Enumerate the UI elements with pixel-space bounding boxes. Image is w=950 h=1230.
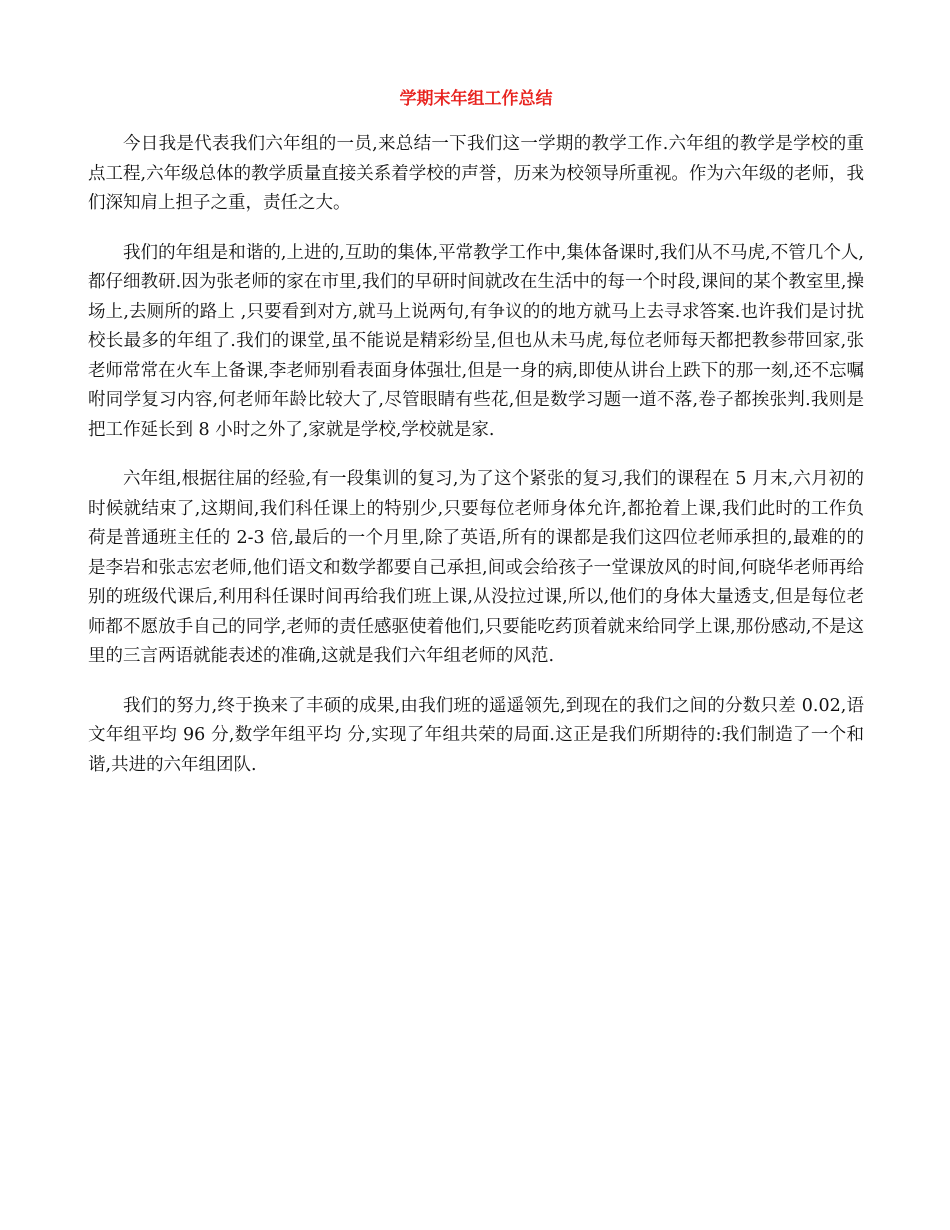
paragraph-intro: 今日我是代表我们六年组的一员,来总结一下我们这一学期的教学工作.六年组的教学是学校的重点工程,六年级总体的教学质量直接关系着学校的声誉，历来为校领导所重视。作为六年级的老师，我们深知肩上担子之重，责任之大。 (88, 134, 864, 213)
paragraph-results: 我们的努力,终于换来了丰硕的成果,由我们班的遥遥领先,到现在的我们之间的分数只差 0.02,语文年组平均 96 分,数学年组平均 分,实现了年组共荣的局面.这正是我们所期待的:我们制造了一个和谐,共进的六年组团队. (88, 695, 864, 775)
paragraph-team-spirit: 我们的年组是和谐的,上进的,互助的集体,平常教学工作中,集体备课时,我们从不马虎,不管几个人,都仔细教研.因为张老师的家在市里,我们的早研时间就改在生活中的每一个时段,课间的某个教室里,操场上,去厕所的路上 ,只要看到对方,就马上说两句,有争议的的地方就马上去寻求答案.也许我们是讨扰校长最多的年组了.我们的课堂,虽不能说是精彩纷呈,但也从未马虎,每位老师每天都把教参带回家,张老师常常在火车上备课,李老师别看表面身体强壮,但是一身的病,即使从讲台上跌下的那一刻,还不忘嘱咐同学复习内容,何老师年龄比较大了,尽管眼睛有些花,但是数学习题一道不落,卷子都挨张判.我则是把工作延长到 8 小时之外了,家就是学校,学校就是家. (88, 242, 864, 440)
document-title: 学期末年组工作总结 (399, 89, 553, 109)
paragraph-review-period: 六年组,根据往届的经验,有一段集训的复习,为了这个紧张的复习,我们的课程在 5 月末,六月初的时候就结束了,这期间,我们科任课上的特别少,只要每位老师身体允许,都抢着上课,我们此时的工作负荷是普通班主任的 2-3 倍,最后的一个月里,除了英语,所有的课都是我们这四位老师承担的,最难的的是李岩和张志宏老师,他们语文和数学都要自己承担,间或会给孩子一堂课放风的时间,何晓华老师再给别的班级代课后,利用科任课时间再给我们班上课,从没拉过课,所以,他们的身体大量透支,但是每位老师都不愿放手自己的同学,老师的责任感驱使着他们,只要能吃药顶着就来给同学上课,那份感动,不是这里的三言两语就能表述的准确,这就是我们六年组老师的风范. (88, 469, 864, 666)
